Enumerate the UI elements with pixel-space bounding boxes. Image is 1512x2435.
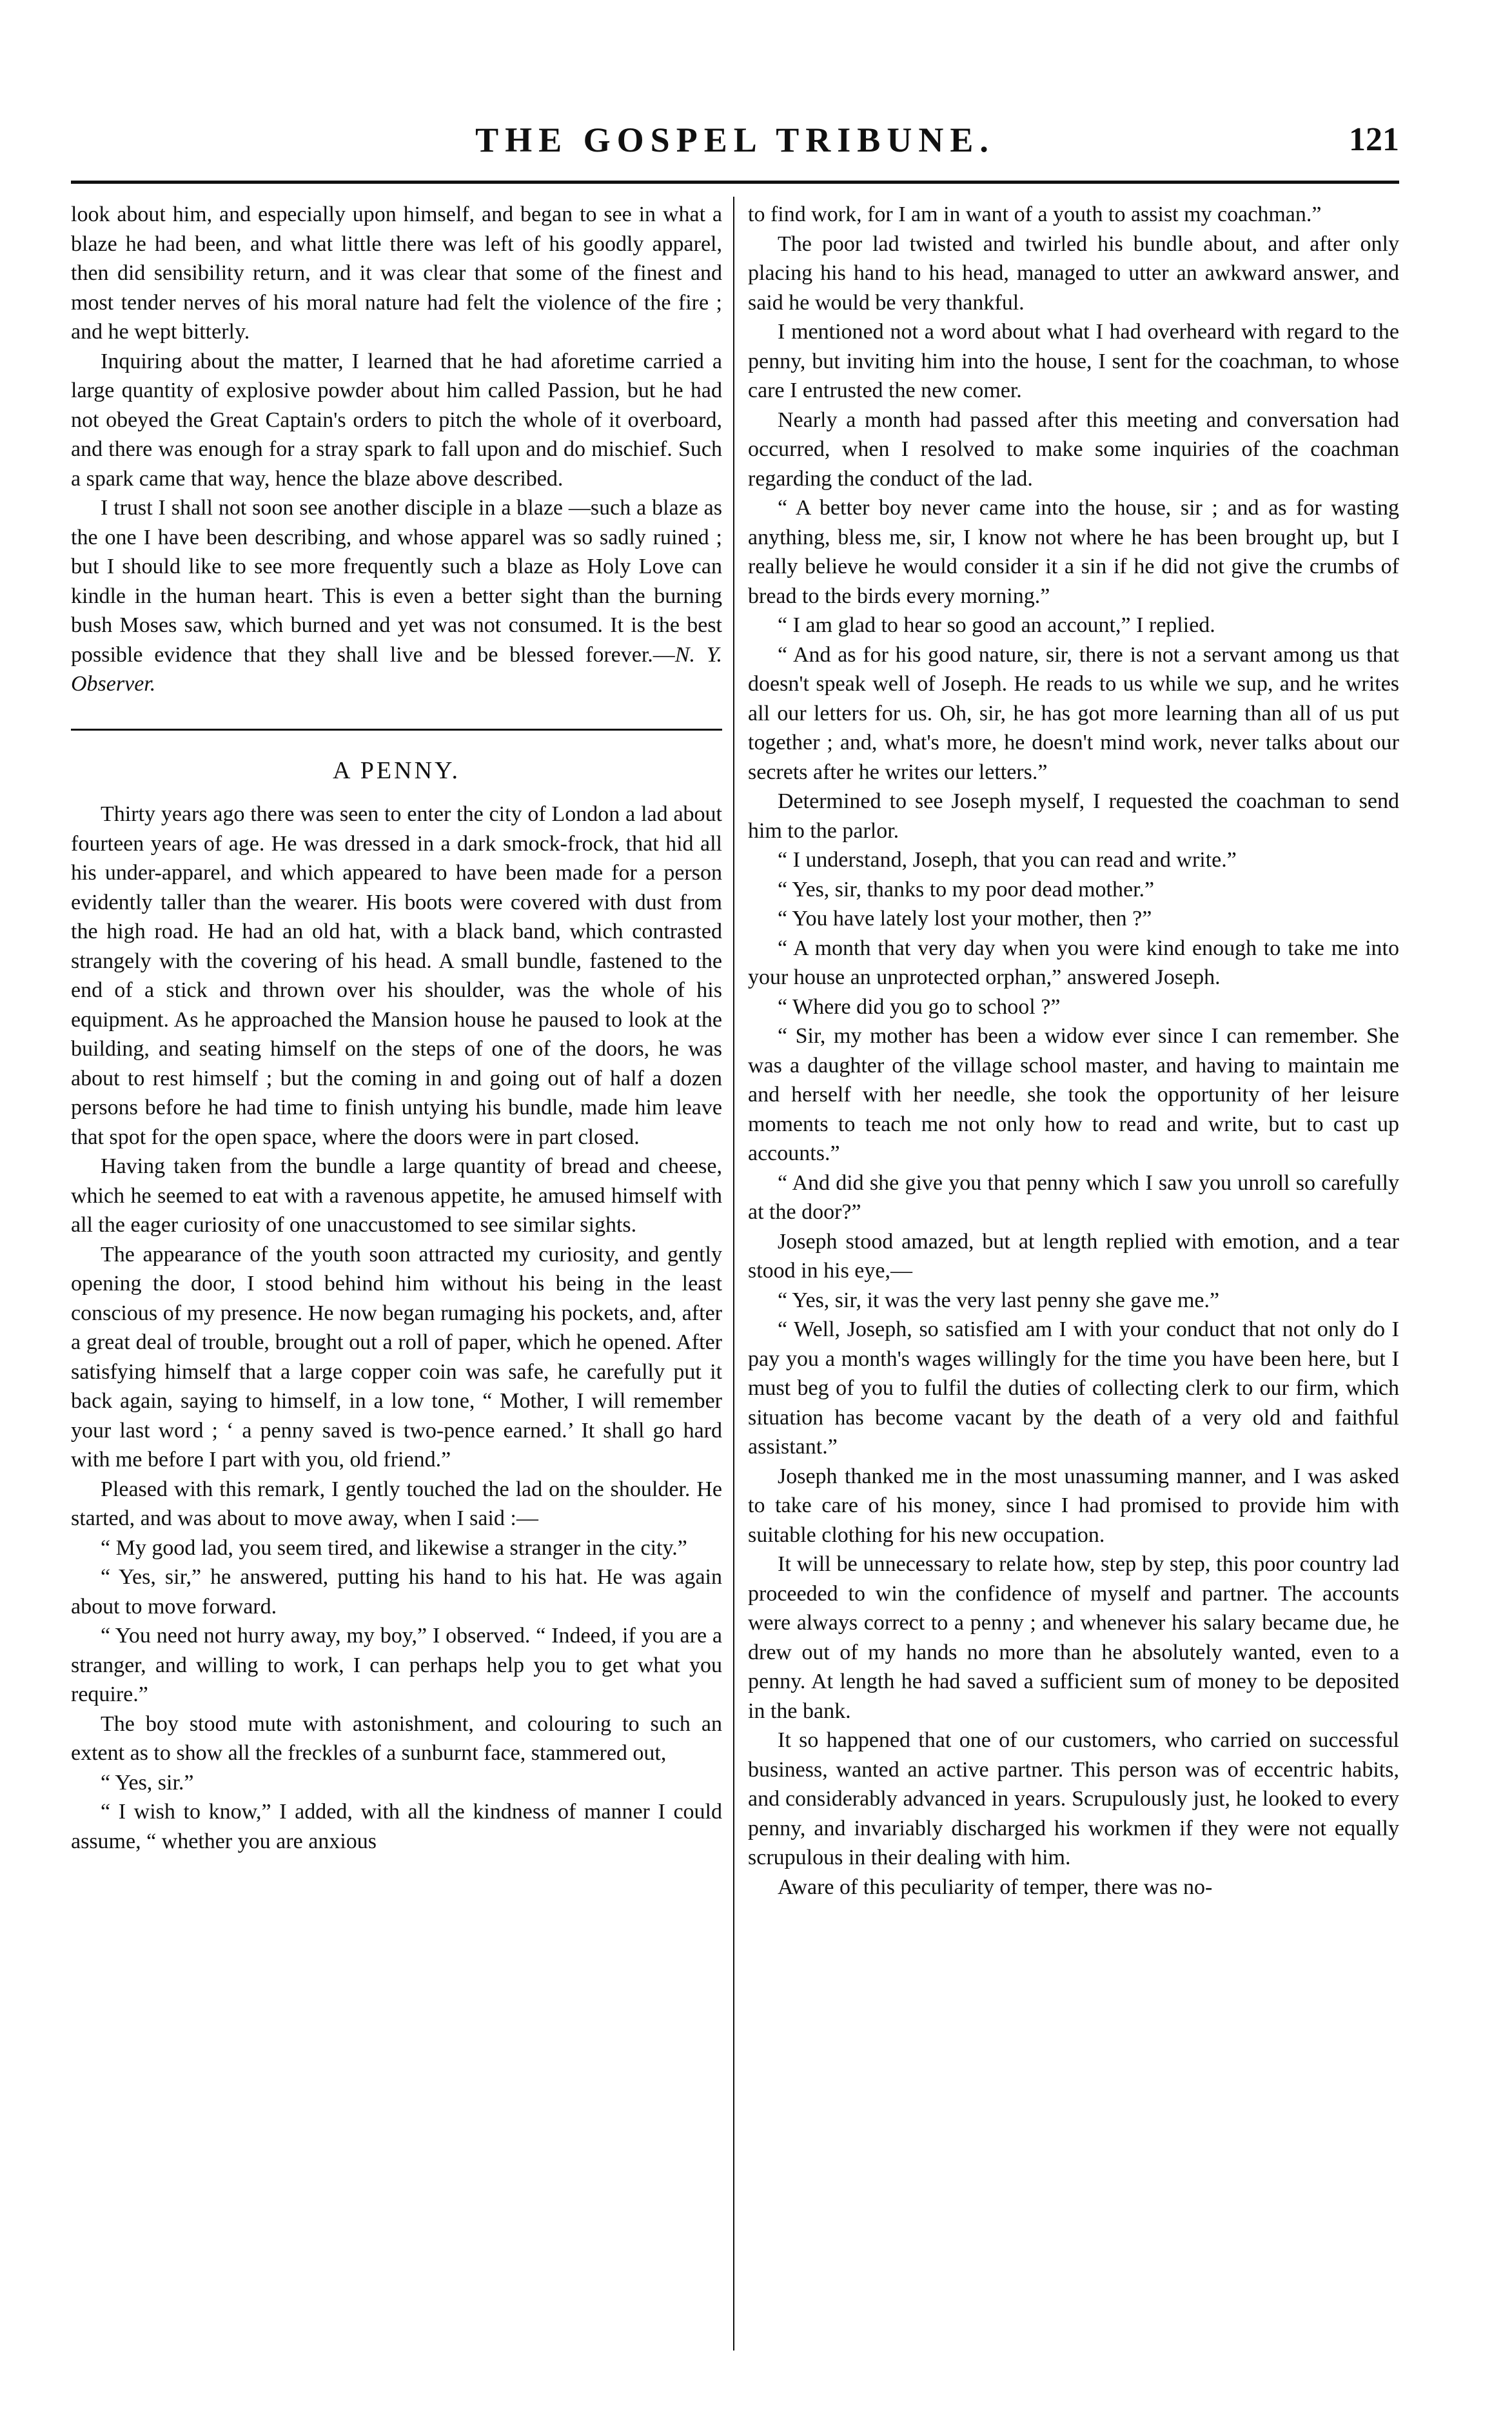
paragraph: “ Yes, sir, thanks to my poor dead mother.”: [778, 877, 1155, 902]
running-head: [71, 117, 1399, 175]
paragraph: “ Sir, my mother has been a widow ever since I can remember. She was a daughter of the village school master, and having to maintain me and herself with her needle, she took the opportunity of her leisure moments to teach me not only how to read and write, but to cast up accounts.”: [748, 1024, 1399, 1165]
paragraph: Joseph stood amazed, but at length replied with emotion, and a tear stood in his eye,—: [748, 1229, 1399, 1283]
paragraph: Having taken from the bundle a large quantity of bread and cheese, which he seemed to eat with a ravenous appetite, he amused himself with all the eager curiosity of one unaccustomed to see similar sights.: [71, 1154, 722, 1237]
paragraph: “ Well, Joseph, so satisfied am I with your conduct that not only do I pay you a month's wages willingly for the time you have been here, but I must beg of you to fulfil the duties of collecting clerk to our firm, which situation has become vacant by the death of a very old and faithful assistant.”: [748, 1317, 1399, 1459]
paragraph: Inquiring about the matter, I learned that he had aforetime carried a large quantity of explosive powder about him called Passion, but he had not obeyed the Great Captain's orders to pitch the whole of it overboard, and there was enough for a stray spark to fall upon and do mischief. Such a spark came that way, hence the blaze above described.: [71, 349, 722, 491]
right-column: [748, 200, 1399, 1902]
paragraph: It will be unnecessary to relate how, step by step, this poor country lad proceeded to win the confidence of myself and partner. The accounts were always correct to a penny ; and whenever his salary became due, he drew out of my hands no more than he absolutely wanted, even to a penny. At length he had saved a sufficient sum of money to be deposited in the bank.: [748, 1552, 1399, 1723]
source-citation: N. Y. Observer.: [71, 642, 722, 696]
paragraph: Thirty years ago there was seen to enter the city of London a lad about fourteen years of age. He was dressed in a dark smock-frock, that hid all his under-apparel, and which appeared to have been made for a person evidently taller than the wearer. His boots were covered with dust from the high road. He had an old hat, with a black band, which contrasted strangely with the covering of his head. A small bundle, fastened to the end of a stick and thrown over his shoulder, was the whole of his equipment. As he approached the Mansion house he paused to look at the building, and seating himself on the steps of one of the doors, he was about to rest himself ; but the coming in and going out of half a dozen persons before he had time to finish untying his bundle, made him leave that spot for the open space, where the doors were in part closed.: [71, 802, 722, 1149]
page-number: 121: [1349, 121, 1399, 158]
paragraph: Pleased with this remark, I gently touched the lad on the shoulder. He started, and was about to move away, when I said :—: [71, 1477, 722, 1530]
paragraph-text: I trust I shall not soon see another disciple in a blaze —such a blaze as the one I have been describing, and whose apparel was so sadly ruined ; but I should like to see more frequently such a blaze as Holy Love can kindle in the human heart. This is even a better sight than the burning bush Moses saw, which burned and yet was not consumed. It is the best possible evidence that they shall live and be blessed forever.—: [71, 496, 722, 667]
paragraph: “ You have lately lost your mother, then ?”: [778, 907, 1152, 931]
paragraph: “ Yes, sir,” he answered, putting his hand to his hat. He was again about to move forward.: [71, 1565, 722, 1619]
paragraph: Determined to see Joseph myself, I requested the coachman to send him to the parlor.: [748, 789, 1399, 843]
paragraph: It so happened that one of our customers, who carried on successful business, wanted an active partner. This person was of eccentric habits, and considerably advanced in years. Scrupulously just, he looked to every penny, and invariably discharged his workmen if they were not equally scrupulous in their dealing with him.: [748, 1728, 1399, 1869]
paragraph: “ Yes, sir.”: [101, 1770, 194, 1795]
column-divider: [733, 197, 734, 2351]
paragraph: I mentioned not a word about what I had overheard with regard to the penny, but inviting him into the house, I sent for the coachman, to whose care I entrusted the new comer.: [748, 320, 1399, 402]
paragraph: look about him, and especially upon himself, and began to see in what a blaze he had been, and what little there was left of his goodly apparel, then did sensibility return, and it was clear that some of the finest and most tender nerves of his moral nature had felt the violence of the fire ; and he wept bitterly.: [71, 202, 722, 344]
paragraph: The appearance of the youth soon attracted my curiosity, and gently opening the door, I stood behind him without his being in the least conscious of my presence. He now began rumaging his pockets, and, after a great deal of trouble, brought out a roll of paper, which he opened. After satisfying himself that a large copper coin was safe, he carefully put it back again, saying to himself, in a low tone, “ Mother, I will remember your last word ; ‘ a penny saved is two-pence earned.’ It shall go hard with me before I part with you, old friend.”: [71, 1242, 722, 1472]
paragraph: “ Yes, sir, it was the very last penny she gave me.”: [778, 1288, 1220, 1312]
section-rule: [71, 729, 722, 731]
paragraph: The poor lad twisted and twirled his bundle about, and after only placing his hand to his head, managed to utter an awkward answer, and said he would be very thankful.: [748, 232, 1399, 315]
paragraph: The boy stood mute with astonishment, and colouring to such an extent as to show all the freckles of a sunburnt face, stammered out,: [71, 1711, 722, 1765]
paragraph: Joseph thanked me in the most unassuming manner, and I was asked to take care of his money, since I had promised to provide him with suitable clothing for his new occupation.: [748, 1464, 1399, 1547]
paragraph: “ And did she give you that penny which I saw you unroll so carefully at the door?”: [748, 1170, 1399, 1224]
paragraph: “ A month that very day when you were kind enough to take me into your house an unprotected orphan,” answered Joseph.: [748, 936, 1399, 989]
paragraph: “ A better boy never came into the house, sir ; and as for wasting anything, bless me, sir, I know not where he has been brought up, but I really believe he would consider it a sin if he did not give the crumbs of bread to the birds every morning.”: [748, 496, 1399, 608]
paragraph: “ I understand, Joseph, that you can read and write.”: [778, 848, 1237, 872]
paragraph: “ My good lad, you seem tired, and likewise a stranger in the city.”: [101, 1535, 687, 1560]
paragraph: “ Where did you go to school ?”: [778, 994, 1061, 1019]
paragraph: to find work, for I am in want of a youth to assist my coachman.”: [748, 202, 1322, 226]
paragraph: “ I wish to know,” I added, with all the kindness of manner I could assume, “ whether you are anxious: [71, 1800, 722, 1853]
running-title: THE GOSPEL TRIBUNE.: [475, 121, 995, 159]
header-rule: [71, 181, 1399, 184]
paragraph: “ I am glad to hear so good an account,” I replied.: [778, 613, 1215, 637]
paragraph: “ And as for his good nature, sir, there is not a servant among us that doesn't speak well of Joseph. He reads to us while we sup, and he writes all our letters for us. Oh, sir, he has got more learning than all of us put together ; and, what's more, he doesn't mind work, never talks about our secrets after he writes our letters.”: [748, 642, 1399, 784]
left-column: [71, 200, 722, 1856]
paragraph: Aware of this peculiarity of temper, there was no-: [778, 1875, 1213, 1899]
paragraph: Nearly a month had passed after this meeting and conversation had occurred, when I resolved to make some inquiries of the coachman regarding the conduct of the lad.: [748, 408, 1399, 491]
article-title: A PENNY.: [332, 756, 461, 784]
paragraph: [71, 493, 722, 699]
paragraph: “ You need not hurry away, my boy,” I observed. “ Indeed, if you are a stranger, and willing to work, I can perhaps help you to get what you require.”: [71, 1624, 722, 1706]
